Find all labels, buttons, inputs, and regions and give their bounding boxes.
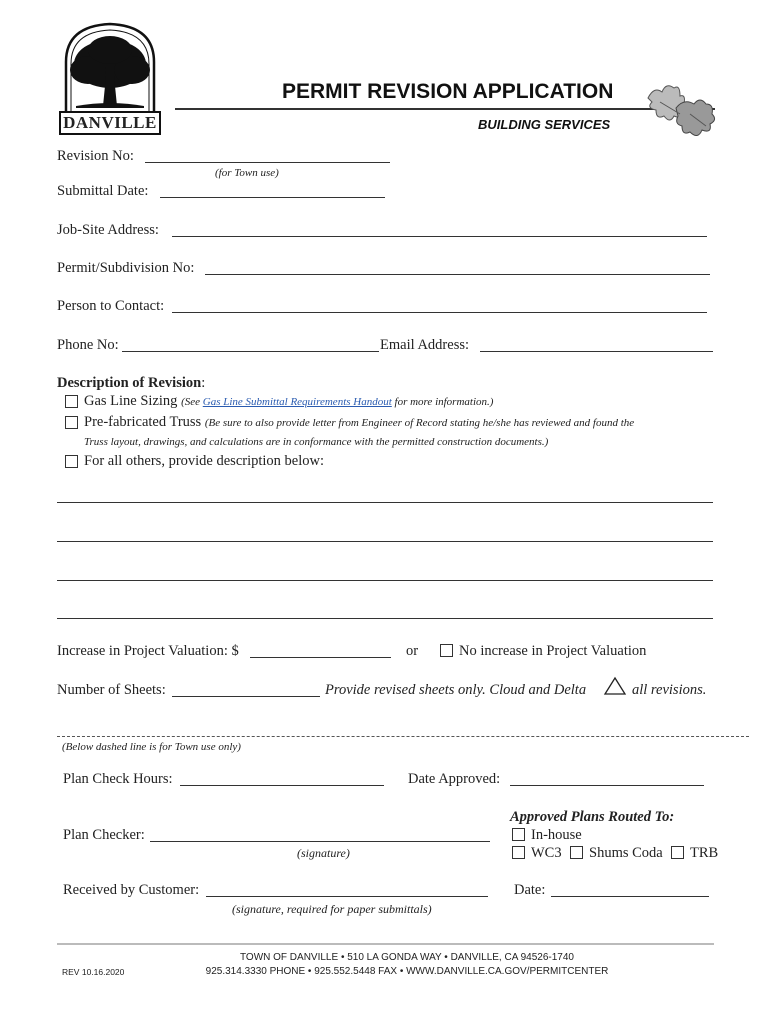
permit-no-field[interactable] <box>205 274 710 275</box>
gas-line-label: Gas Line Sizing <box>84 393 178 409</box>
oak-leaf-icon <box>640 78 720 144</box>
danville-logo <box>56 20 164 138</box>
no-increase-label: No increase in Project Valuation <box>459 643 647 659</box>
email-field[interactable] <box>480 351 713 352</box>
sheets-label: Number of Sheets: <box>57 682 166 698</box>
person-field[interactable] <box>172 312 707 313</box>
phone-field[interactable] <box>122 351 379 352</box>
revision-code: REV 10.16.2020 <box>62 967 125 977</box>
footer-contact: 925.314.3330 PHONE • 925.552.5448 FAX • WWW.DANVILLE.CA.GOV/PERMITCENTER <box>205 966 609 977</box>
sheets-field[interactable] <box>172 696 320 697</box>
job-site-label: Job-Site Address: <box>57 222 159 238</box>
truss-note-2: Truss layout, drawings, and calculations are in conformance with the permitted construction documents.) <box>84 436 549 448</box>
inhouse-label: In-house <box>531 827 582 843</box>
wc3-label: WC3 <box>531 845 562 861</box>
dashed-divider <box>57 736 749 737</box>
gas-handout-link[interactable]: Gas Line Submittal Requirements Handout <box>202 396 392 408</box>
job-site-field[interactable] <box>172 236 707 237</box>
truss-note-1: (Be sure to also provide letter from Engineer of Record stating he/she has reviewed and found the <box>204 417 635 429</box>
trb-checkbox[interactable] <box>671 846 684 859</box>
submittal-date-label: Submittal Date: <box>57 183 149 199</box>
sheets-note-2: all revisions. <box>632 682 707 698</box>
received-date-label: Date: <box>514 882 546 898</box>
revision-no-field[interactable] <box>145 162 390 163</box>
others-checkbox[interactable] <box>65 455 78 468</box>
plan-check-hours-label: Plan Check Hours: <box>63 771 173 787</box>
gas-note-pre: (See <box>181 396 203 408</box>
plan-check-hours-field[interactable] <box>180 785 384 786</box>
date-approved-field[interactable] <box>510 785 704 786</box>
description-heading <box>57 375 205 392</box>
description-colon: : <box>201 375 206 391</box>
description-line-1[interactable] <box>57 502 713 503</box>
description-line-3[interactable] <box>57 580 713 581</box>
submittal-date-field[interactable] <box>160 197 385 198</box>
gas-note-post: for more information.) <box>391 396 494 408</box>
delta-icon <box>603 676 627 696</box>
plan-checker-label: Plan Checker: <box>63 827 145 843</box>
sheets-note-1: Provide revised sheets only. Cloud and Delta <box>325 682 587 698</box>
footer-address: TOWN OF DANVILLE • 510 LA GONDA WAY • DANVILLE, CA 94526-1740 <box>240 952 574 963</box>
increase-field[interactable] <box>250 657 391 658</box>
trb-label: TRB <box>690 845 719 861</box>
permit-no-label: Permit/Subdivision No: <box>57 260 195 276</box>
plan-checker-field[interactable] <box>150 841 490 842</box>
increase-label: Increase in Project Valuation: $ <box>57 643 239 659</box>
gas-line-checkbox[interactable] <box>65 395 78 408</box>
phone-label: Phone No: <box>57 337 119 353</box>
date-approved-label: Date Approved: <box>408 771 501 787</box>
plan-checker-signature-note: (signature) <box>297 846 350 860</box>
received-date-field[interactable] <box>551 896 709 897</box>
town-use-note: (Below dashed line is for Town use only) <box>62 741 241 753</box>
truss-checkbox[interactable] <box>65 416 78 429</box>
description-line-2[interactable] <box>57 541 713 542</box>
truss-label: Pre-fabricated Truss <box>84 414 202 430</box>
revision-note: (for Town use) <box>215 167 279 179</box>
page-subtitle: BUILDING SERVICES <box>478 117 611 132</box>
description-heading-text: Description of Revision <box>57 375 202 391</box>
routed-heading: Approved Plans Routed To: <box>510 809 675 825</box>
email-label: Email Address: <box>380 337 470 353</box>
received-label: Received by Customer: <box>63 882 200 898</box>
wc3-checkbox[interactable] <box>512 846 525 859</box>
or-label: or <box>406 643 419 659</box>
received-signature-note: (signature, required for paper submittals) <box>232 902 432 916</box>
inhouse-checkbox[interactable] <box>512 828 525 841</box>
received-field[interactable] <box>206 896 488 897</box>
shums-label: Shums Coda <box>589 845 663 861</box>
footer-rule <box>57 943 714 945</box>
logo-text: DANVILLE <box>63 113 157 132</box>
description-line-4[interactable] <box>57 618 713 619</box>
gas-line-row <box>84 393 493 410</box>
shums-checkbox[interactable] <box>570 846 583 859</box>
no-increase-checkbox[interactable] <box>440 644 453 657</box>
truss-row <box>84 414 634 431</box>
title-rule <box>175 108 715 110</box>
revision-no-label: Revision No: <box>57 148 134 164</box>
others-label: For all others, provide description below: <box>84 453 325 469</box>
person-label: Person to Contact: <box>57 298 165 314</box>
page-title: PERMIT REVISION APPLICATION <box>282 80 614 103</box>
